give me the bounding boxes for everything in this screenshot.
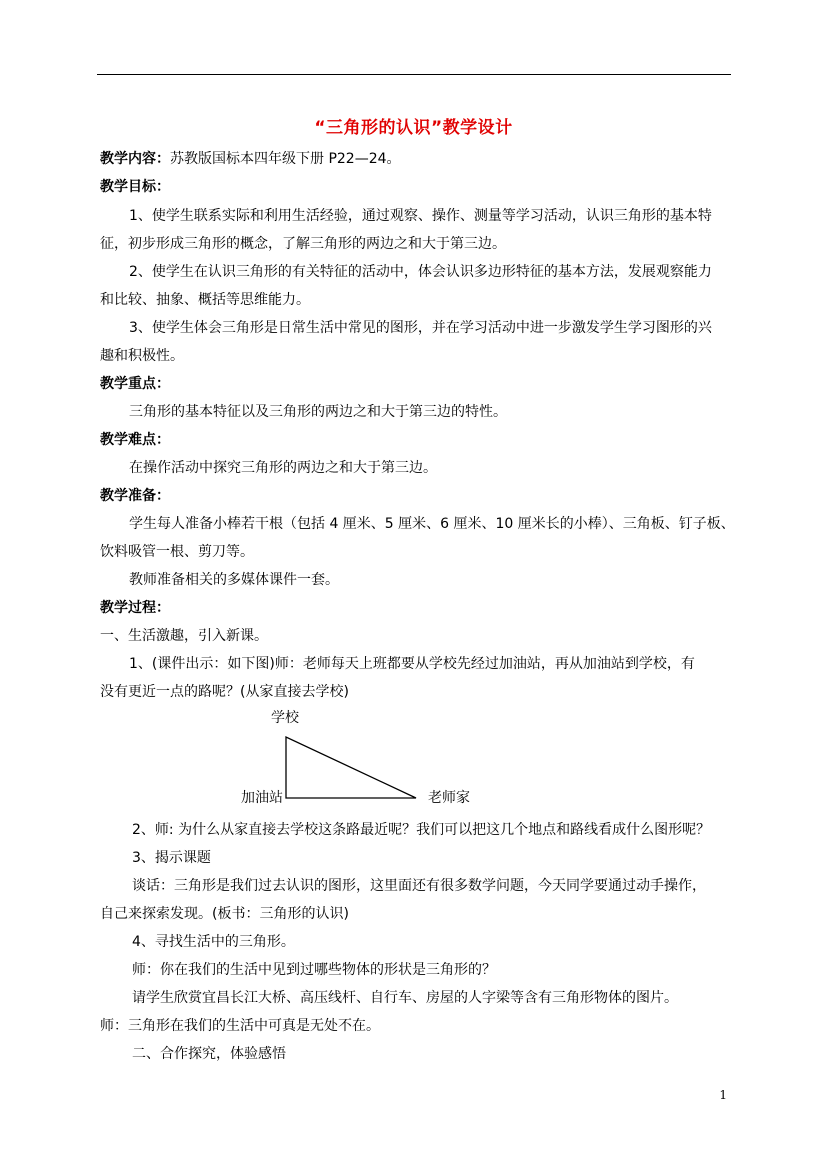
goal-1-line-2: 征，初步形成三角形的概念，了解三角形的两边之和大于第三边。 xyxy=(100,236,506,252)
step-3: 3、揭示课题 xyxy=(132,850,211,866)
goal-2-line-2: 和比较、抽象、概括等思维能力。 xyxy=(100,292,310,308)
step-8: 师：三角形在我们的生活中可真是无处不在。 xyxy=(100,1018,380,1034)
goal-3-line-1: 3、使学生体会三角形是日常生活中常见的图形，并在学习活动中进一步激发学生学习图形的兴 xyxy=(129,320,712,336)
section-1-heading: 一、生活激趣，引入新课。 xyxy=(100,628,268,644)
step-4-line-1: 谈话：三角形是我们过去认识的图形，这里面还有很多数学问题，今天同学要通过动手操作， xyxy=(132,878,706,894)
step-2: 2、师: 为什么从家直接去学校这条路最近呢？我们可以把这几个地点和路线看成什么图形呢？ xyxy=(132,822,711,838)
figure-label-school: 学校 xyxy=(271,710,299,726)
page-number: 1 xyxy=(719,1088,727,1102)
goal-3-line-2: 趣和积极性。 xyxy=(100,348,184,364)
step-4-line-2: 自己来探索发现。(板书：三角形的认识) xyxy=(100,906,349,922)
header-rule xyxy=(97,74,731,75)
prep-line-3: 教师准备相关的多媒体课件一套。 xyxy=(129,572,339,588)
step-6: 师：你在我们的生活中见到过哪些物体的形状是三角形的？ xyxy=(132,962,496,978)
figure-label-gas-station: 加油站 xyxy=(241,790,283,806)
goal-2-line-1: 2、使学生在认识三角形的有关特征的活动中，体会认识多边形特征的基本方法，发展观察能力 xyxy=(129,264,712,280)
prep-line-1: 学生每人准备小棒若干根（包括 4 厘米、5 厘米、6 厘米、10 厘米长的小棒）、三角板、钉子板、 xyxy=(129,516,735,532)
document-title: “三角形的认识”教学设计 xyxy=(314,118,513,138)
difficulty-label: 教学难点： xyxy=(100,432,170,448)
step-7: 请学生欣赏宜昌长江大桥、高压线杆、自行车、房屋的人字梁等含有三角形物体的图片。 xyxy=(132,990,678,1006)
goals-label: 教学目标： xyxy=(100,179,170,195)
figure-label-teacher-home: 老师家 xyxy=(428,790,470,806)
goal-1-line-1: 1、使学生联系实际和利用生活经验，通过观察、操作、测量等学习活动，认识三角形的基本特 xyxy=(129,208,712,224)
step-1-line-1: 1、(课件出示：如下图)师：老师每天上班都要从学校先经过加油站，再从加油站到学校，有 xyxy=(129,656,695,672)
section-2-heading: 二、合作探究，体验感悟 xyxy=(132,1046,286,1062)
step-1-line-2: 没有更近一点的路呢？(从家直接去学校) xyxy=(100,684,349,700)
content-label: 教学内容： xyxy=(100,151,170,167)
content-text: 苏教版国标本四年级下册 P22—24。 xyxy=(170,151,401,167)
route-triangle xyxy=(286,737,416,798)
step-5: 4、寻找生活中的三角形。 xyxy=(132,934,295,950)
key-text: 三角形的基本特征以及三角形的两边之和大于第三边的特性。 xyxy=(129,404,507,420)
content-line xyxy=(100,150,401,168)
prep-line-2: 饮料吸管一根、剪刀等。 xyxy=(100,544,254,560)
prep-label: 教学准备： xyxy=(100,488,170,504)
difficulty-text: 在操作活动中探究三角形的两边之和大于第三边。 xyxy=(129,460,437,476)
process-label: 教学过程： xyxy=(100,600,170,616)
key-label: 教学重点： xyxy=(100,376,170,392)
